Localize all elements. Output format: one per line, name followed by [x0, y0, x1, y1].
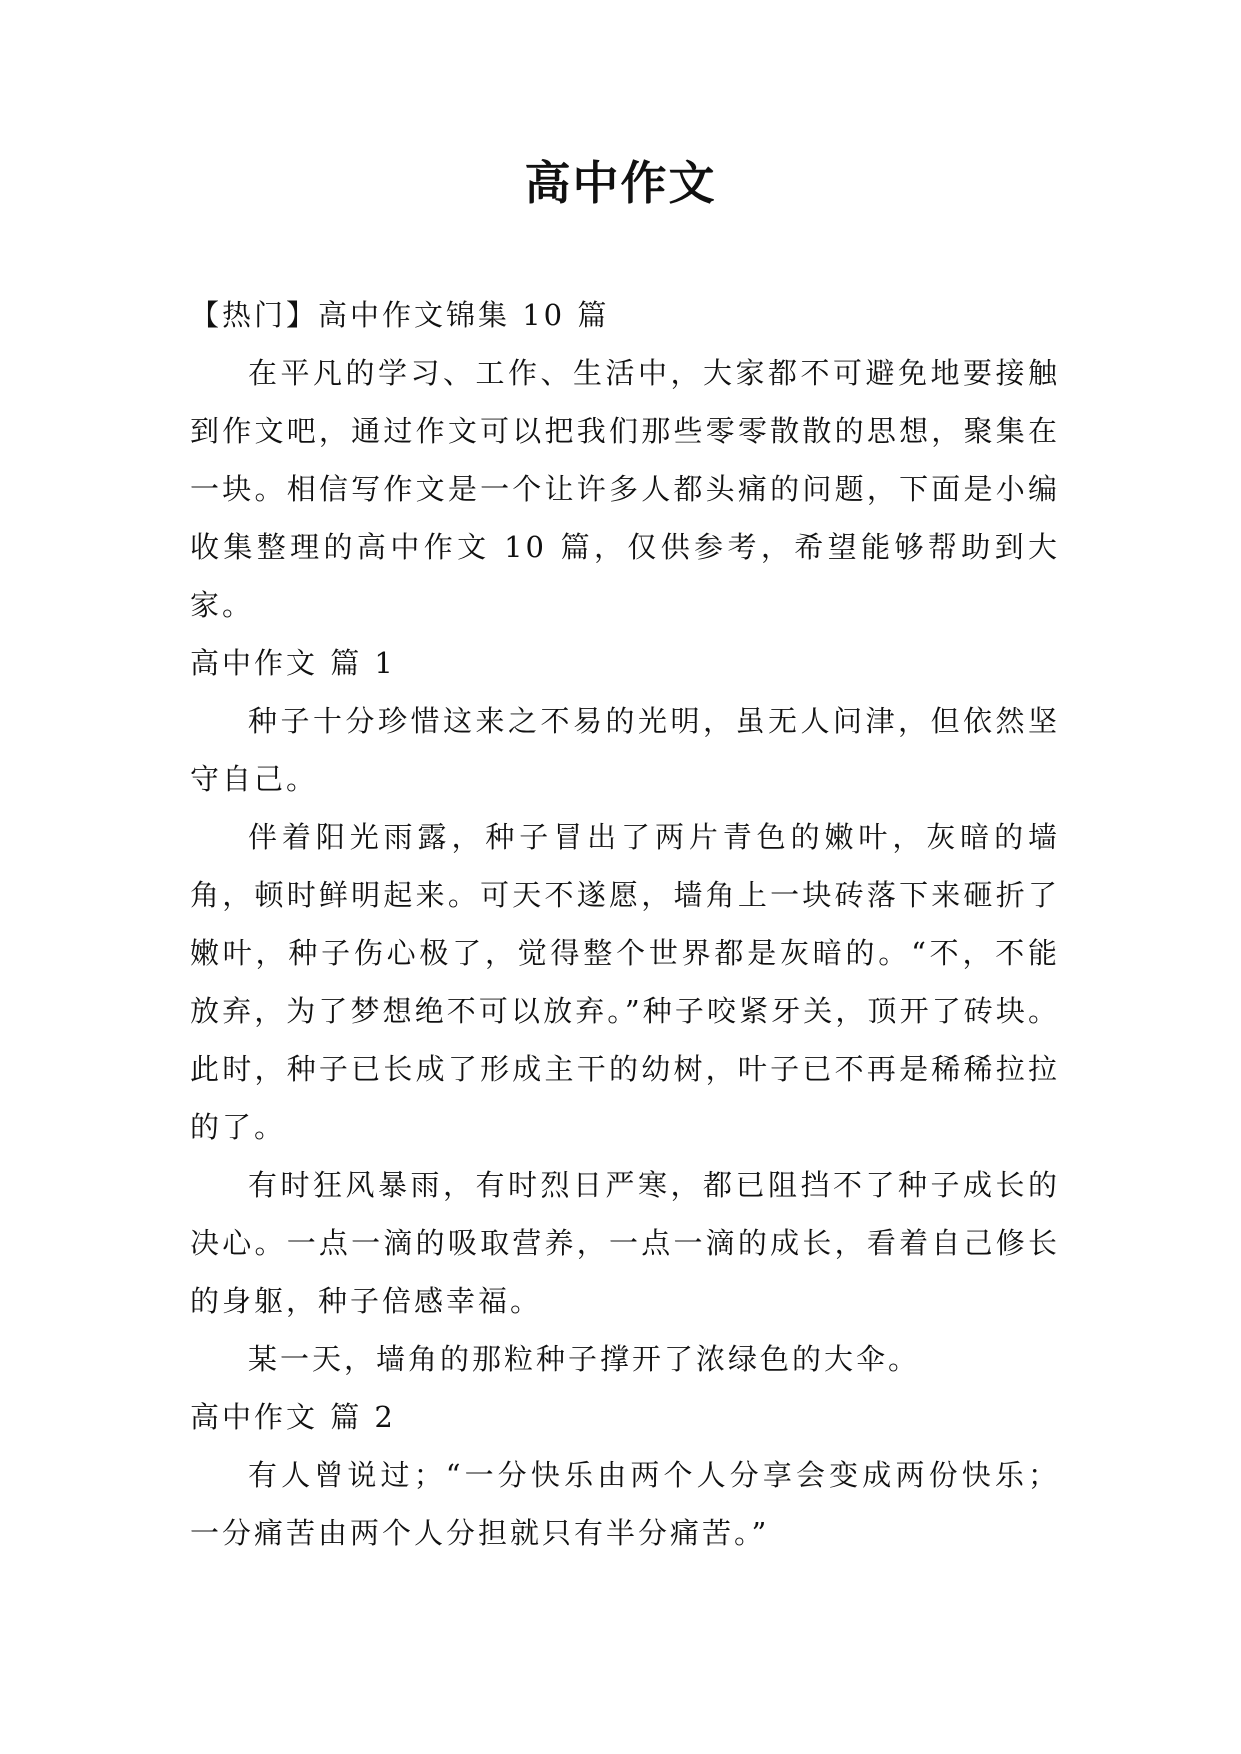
- document-subtitle: 【热门】高中作文锦集 10 篇: [190, 298, 610, 332]
- section-heading: 高中作文 篇 2: [190, 1400, 396, 1434]
- paragraph: 有人曾说过；“一分快乐由两个人分享会变成两份快乐；一分痛苦由两个人分担就只有半分痛苦。”: [190, 1458, 1060, 1550]
- document-title: 高中作文: [524, 156, 717, 210]
- paragraph: 伴着阳光雨露，种子冒出了两片青色的嫩叶，灰暗的墙角，顿时鲜明起来。可天不遂愿，墙角上一块砖落下来砸折了嫩叶，种子伤心极了，觉得整个世界都是灰暗的。“不，不能放弃，为了梦想绝不可以放弃。”种子咬紧牙关，顶开了砖块。此时，种子已长成了形成主干的幼树，叶子已不再是稀稀拉拉的了。: [190, 820, 1060, 1144]
- intro-paragraph: 在平凡的学习、工作、生活中，大家都不可避免地要接触到作文吧，通过作文可以把我们那些零零散散的思想，聚集在一块。相信写作文是一个让许多人都头痛的问题，下面是小编收集整理的高中作文 10 篇，仅供参考，希望能够帮助到大家。: [190, 356, 1060, 622]
- document-body: [190, 286, 1060, 1562]
- section-heading: 高中作文 篇 1: [190, 646, 396, 680]
- paragraph: 某一天，墙角的那粒种子撑开了浓绿色的大伞。: [248, 1342, 921, 1376]
- paragraph: 种子十分珍惜这来之不易的光明，虽无人问津，但依然坚守自己。: [190, 704, 1060, 796]
- paragraph: 有时狂风暴雨，有时烈日严寒，都已阻挡不了种子成长的决心。一点一滴的吸取营养，一点一滴的成长，看着自己修长的身躯，种子倍感幸福。: [190, 1168, 1060, 1318]
